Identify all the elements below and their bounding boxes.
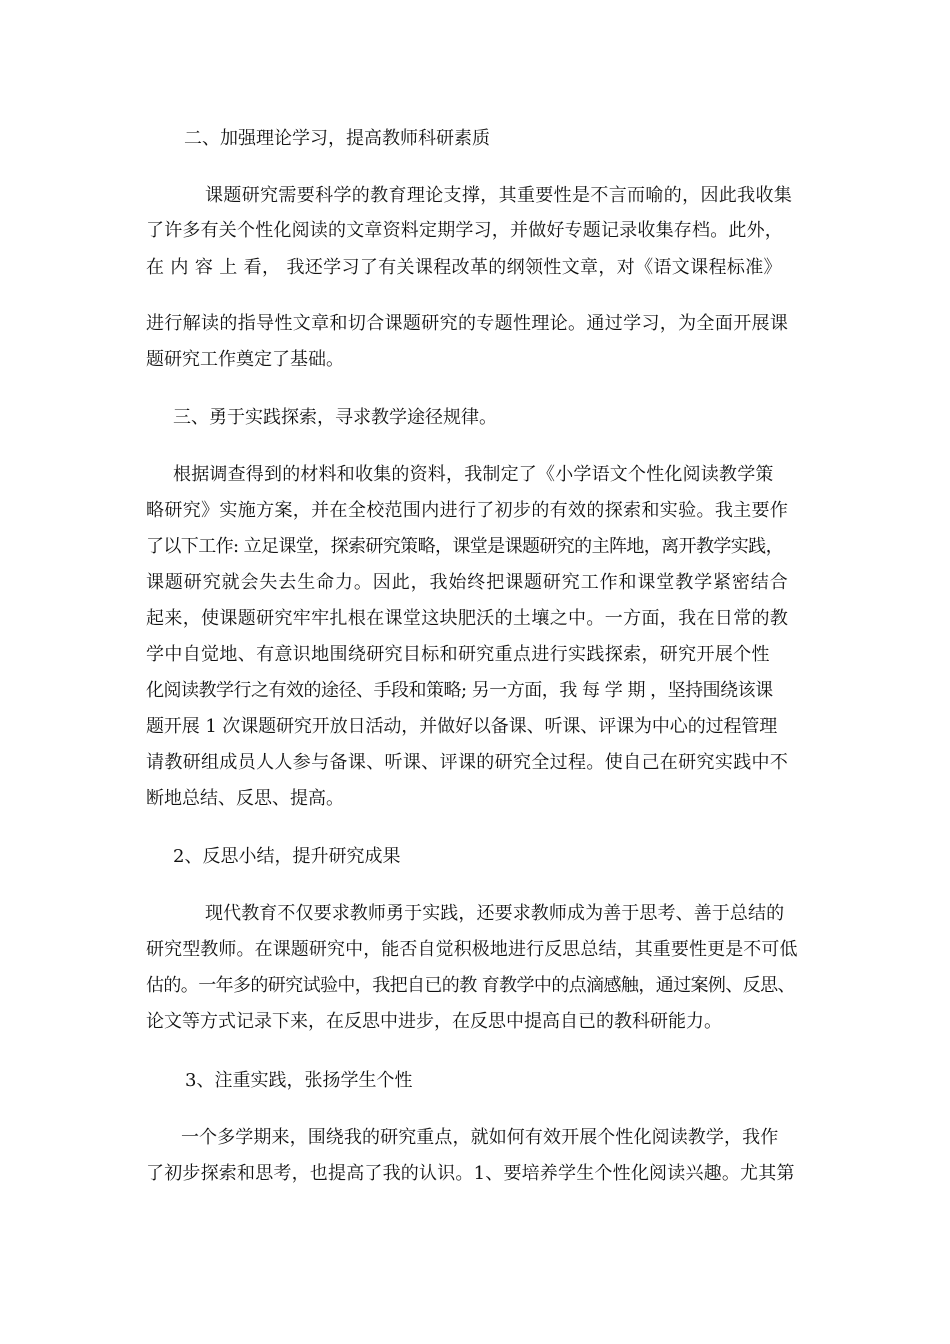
paragraph-line: 题开展 1 次课题研究开放日活动，并做好以备课、听课、评课为中心的过程管理 — [146, 716, 778, 737]
paragraph-line: 了初步探索和思考，也提高了我的认识。1、要培养学生个性化阅读兴趣。尤其第 — [146, 1163, 795, 1184]
subsection-heading-2: 2、反思小结，提升研究成果 — [173, 846, 401, 867]
paragraph-line: 了以下工作: 立足课堂，探索研究策略，课堂是课题研究的主阵地，离开教学实践， — [146, 536, 783, 557]
subsection-heading-3: 3、注重实践，张扬学生个性 — [185, 1070, 413, 1091]
paragraph-line: 一个多学期来，围绕我的研究重点，就如何有效开展个性化阅读教学，我作 — [181, 1127, 779, 1148]
paragraph-line: 研究型教师。在课题研究中，能否自觉积极地进行反思总结，其重要性更是不可低 — [146, 939, 798, 960]
paragraph-line: 断地总结、反思、提高。 — [146, 788, 344, 809]
paragraph-line: 估的。一年多的研究试验中，我把自已的教 育教学中的点滴感触，通过案例、反思、 — [146, 975, 795, 996]
paragraph-line: 课题研究需要科学的教育理论支撑，其重要性是不言而喻的，因此我收集 — [205, 185, 793, 206]
section-heading-2: 二、加强理论学习，提高教师科研素质 — [184, 128, 490, 149]
paragraph-line: 了许多有关个性化阅读的文章资料定期学习，并做好专题记录收集存档。此外， — [146, 220, 783, 241]
paragraph-line: 化阅读教学行之有效的途径、手段和策略; 另一方面，我 每 学 期 ，坚持围绕该课 — [146, 680, 773, 701]
paragraph-line: 进行解读的指导性文章和切合课题研究的专题性理论。通过学习，为全面开展课 — [146, 313, 789, 334]
paragraph-line: 课题研究就会失去生命力。因此，我始终把课题研究工作和课堂教学紧密结合 — [146, 572, 789, 593]
paragraph-line: 题研究工作奠定了基础。 — [146, 349, 344, 370]
paragraph-line: 学中自觉地、有意识地围绕研究目标和研究重点进行实践探索，研究开展个性 — [146, 644, 770, 665]
section-heading-3: 三、勇于实践探索，寻求教学途径规律。 — [173, 407, 497, 428]
paragraph-line: 在 内 容 上 看， 我还学习了有关课程改革的纲领性文章，对《语文课程标准》 — [146, 257, 782, 278]
paragraph-line: 请教研组成员人人参与备课、听课、评课的研究全过程。使自己在研究实践中不 — [146, 752, 789, 773]
paragraph-line: 略研究》实施方案，并在全校范围内进行了初步的有效的探索和实验。我主要作 — [146, 500, 789, 521]
paragraph-line: 现代教育不仅要求教师勇于实践，还要求教师成为善于思考、善于总结的 — [205, 903, 785, 924]
paragraph-line: 论文等方式记录下来，在反思中进步，在反思中提高自已的教科研能力。 — [146, 1011, 722, 1032]
paragraph-line: 起来，使课题研究牢牢扎根在课堂这块肥沃的土壤之中。一方面，我在日常的教 — [146, 608, 789, 629]
paragraph-line: 根据调查得到的材料和收集的资料，我制定了《小学语文个性化阅读教学策 — [173, 464, 774, 485]
